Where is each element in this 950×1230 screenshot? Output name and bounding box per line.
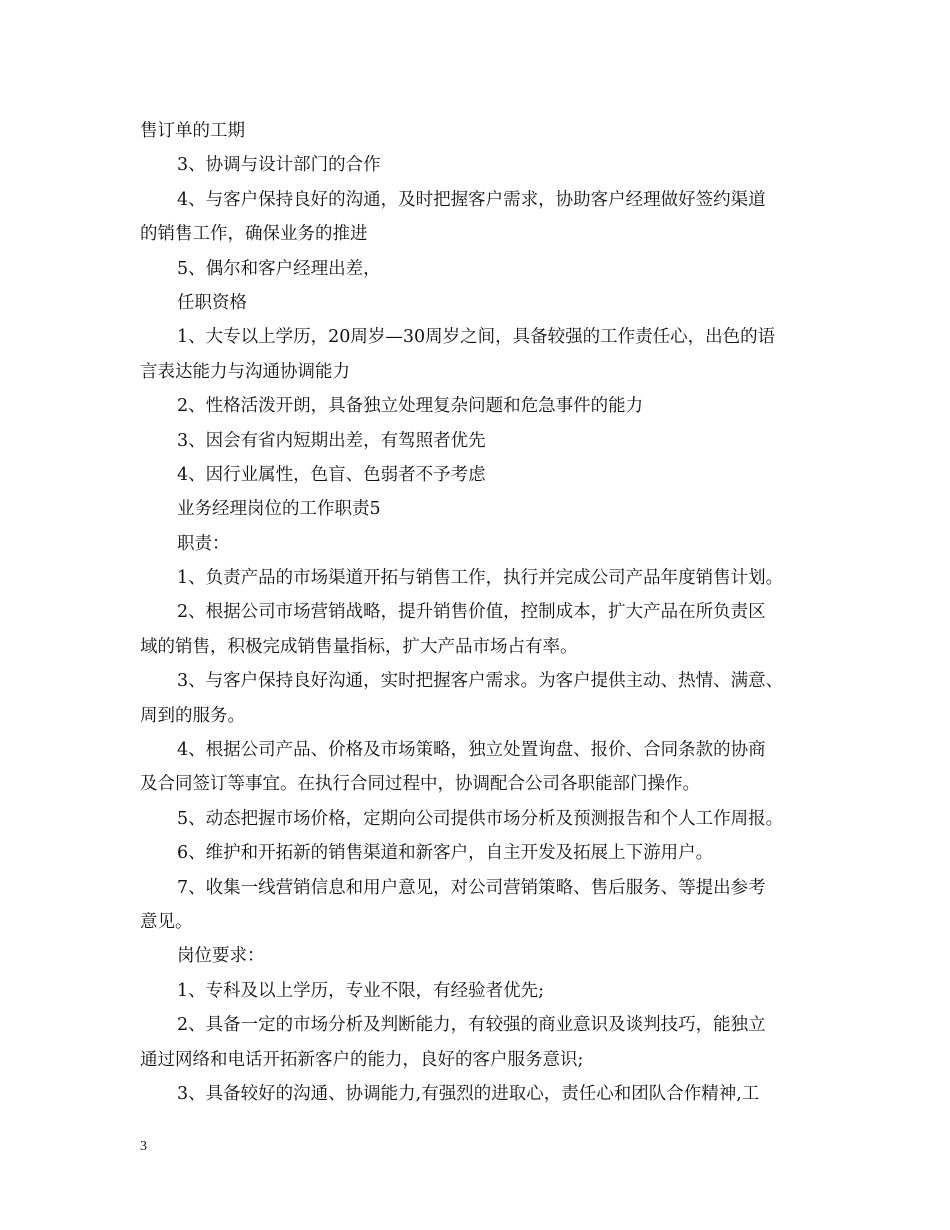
paragraph-continuation-line: 及合同签订等事宜。在执行合同过程中，协调配合公司各职能部门操作。 (140, 774, 700, 795)
paragraph-continuation-line: 域的销售，积极完成销售量指标，扩大产品市场占有率。 (140, 636, 578, 657)
document-body (0, 118, 950, 1115)
paragraph-continuation-line: 的销售工作，确保业务的推进 (140, 224, 368, 245)
paragraph-continuation-line: 售订单的工期 (140, 121, 245, 141)
paragraph-line: 4、根据公司产品、价格及市场策略，独立处置询盘、报价、合同条款的协商 (177, 740, 766, 761)
paragraph-line: 6、维护和开拓新的销售渠道和新客户，自主开发及拓展上下游用户。 (177, 843, 714, 864)
paragraph-line: 岗位要求： (177, 946, 265, 967)
paragraph-line: 5、偶尔和客户经理出差， (177, 258, 381, 279)
paragraph-continuation-line: 周到的服务。 (140, 705, 245, 726)
paragraph-line: 4、与客户保持良好的沟通，及时把握客户需求，协助客户经理做好签约渠道 (177, 189, 766, 210)
paragraph-line: 任职资格 (177, 292, 247, 313)
paragraph-line: 业务经理岗位的工作职责5 (177, 499, 381, 520)
paragraph-line: 2、具备一定的市场分析及判断能力，有较强的商业意识及谈判技巧，能独立 (177, 1015, 766, 1036)
paragraph-line: 2、性格活泼开朗，具备独立处理复杂问题和危急事件的能力 (177, 396, 644, 417)
paragraph-line: 1、大专以上学历，20周岁—30周岁之间，具备较强的工作责任心，出色的语 (177, 327, 776, 348)
paragraph-line: 5、动态把握市场价格，定期向公司提供市场分析及预测报告和个人工作周报。 (177, 808, 784, 829)
page-number: 3 (140, 1139, 147, 1154)
paragraph-continuation-line: 意见。 (140, 911, 193, 932)
paragraph-line: 7、收集一线营销信息和用户意见，对公司营销策略、售后服务、等提出参考 (177, 877, 766, 898)
paragraph-line: 4、因行业属性，色盲、色弱者不予考虑 (177, 464, 486, 485)
paragraph-line: 2、根据公司市场营销战略，提升销售价值，控制成本，扩大产品在所负责区 (177, 602, 766, 623)
paragraph-line: 3、与客户保持良好沟通，实时把握客户需求。为客户提供主动、热情、满意、 (177, 671, 784, 692)
paragraph-line: 3、具备较好的沟通、协调能力,有强烈的进取心，责任心和团队合作精神,工 (177, 1083, 760, 1104)
paragraph-line: 1、负责产品的市场渠道开拓与销售工作，执行并完成公司产品年度销售计划。 (177, 568, 784, 589)
paragraph-line: 3、因会有省内短期出差，有驾照者优先 (177, 430, 486, 451)
paragraph-line: 1、专科及以上学历，专业不限，有经验者优先; (177, 980, 545, 1001)
paragraph-continuation-line: 通过网络和电话开拓新客户的能力，良好的客户服务意识; (140, 1049, 584, 1070)
paragraph-continuation-line: 言表达能力与沟通协调能力 (140, 361, 350, 382)
paragraph-line: 3、协调与设计部门的合作 (177, 155, 381, 176)
paragraph-line: 职责： (177, 533, 230, 554)
